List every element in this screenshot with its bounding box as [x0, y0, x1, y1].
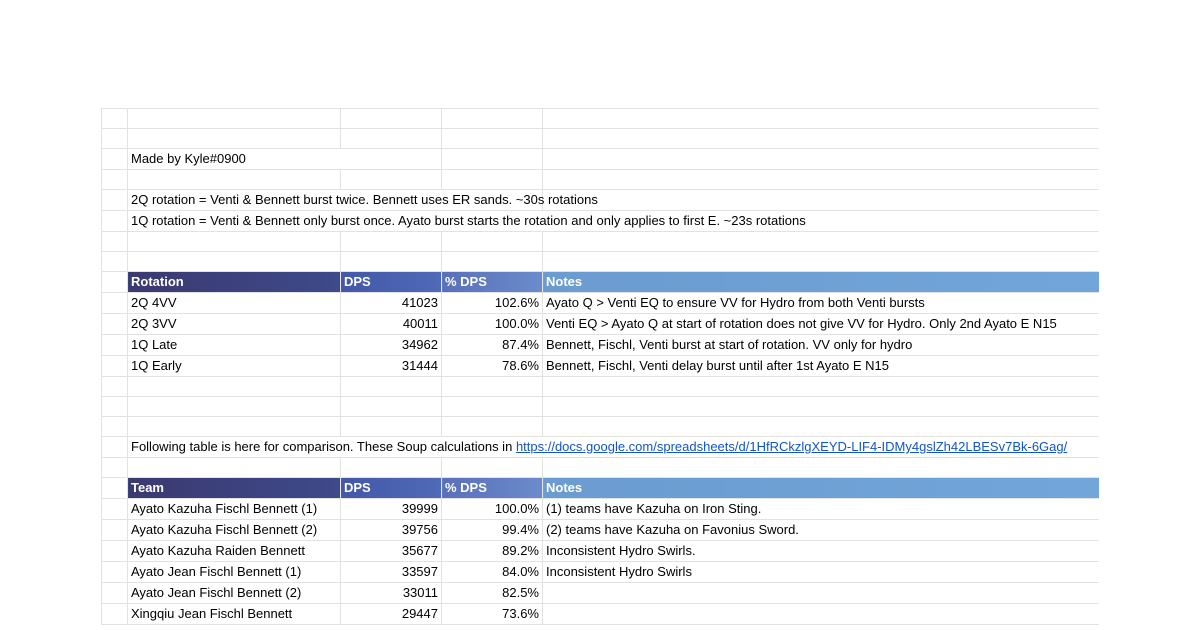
- team-name[interactable]: Xingqiu Jean Fischl Bennett: [128, 604, 341, 625]
- table-row: [102, 520, 1100, 541]
- soup-calculations-link[interactable]: https://docs.google.com/spreadsheets/d/1HfRCkzlgXEYD-LIF4-IDMy4gslZh42LBESv7Bk-6Gag/: [515, 439, 1068, 454]
- dps-value[interactable]: 33011: [341, 583, 442, 604]
- note-value[interactable]: Ayato Q > Venti EQ to ensure VV for Hydro from both Venti bursts: [543, 293, 1100, 314]
- team-name[interactable]: Ayato Kazuha Fischl Bennett (2): [128, 520, 341, 541]
- table-row: [102, 293, 1100, 314]
- pct-dps-value[interactable]: 84.0%: [442, 562, 543, 583]
- empty-row: [102, 109, 1100, 129]
- empty-row: [102, 458, 1100, 478]
- empty-row: [102, 397, 1100, 417]
- pct-dps-value[interactable]: 100.0%: [442, 314, 543, 335]
- dps-value[interactable]: 41023: [341, 293, 442, 314]
- empty-row: [102, 252, 1100, 272]
- empty-row: [102, 377, 1100, 397]
- comparison-text: Following table is here for comparison. These Soup calculations in: [131, 439, 513, 454]
- note-value[interactable]: Bennett, Fischl, Venti burst at start of rotation. VV only for hydro: [543, 335, 1100, 356]
- note-row: [102, 190, 1100, 211]
- dps-value[interactable]: 31444: [341, 356, 442, 377]
- rotation-name[interactable]: 1Q Late: [128, 335, 341, 356]
- table-row: [102, 356, 1100, 377]
- dps-value[interactable]: 39999: [341, 499, 442, 520]
- rotation-name[interactable]: 2Q 4VV: [128, 293, 341, 314]
- table-row: [102, 604, 1100, 625]
- pct-dps-value[interactable]: 102.6%: [442, 293, 543, 314]
- dps-value[interactable]: 39756: [341, 520, 442, 541]
- note-value[interactable]: (2) teams have Kazuha on Favonius Sword.: [543, 520, 1100, 541]
- pct-dps-value[interactable]: 89.2%: [442, 541, 543, 562]
- header-rotation[interactable]: Rotation: [128, 272, 341, 293]
- note-row: [102, 211, 1100, 232]
- team-name[interactable]: Ayato Jean Fischl Bennett (2): [128, 583, 341, 604]
- pct-dps-value[interactable]: 73.6%: [442, 604, 543, 625]
- header-dps[interactable]: DPS: [341, 272, 442, 293]
- pct-dps-value[interactable]: 82.5%: [442, 583, 543, 604]
- team-name[interactable]: Ayato Jean Fischl Bennett (1): [128, 562, 341, 583]
- header-team[interactable]: Team: [128, 478, 341, 499]
- credit-row: [102, 149, 1100, 170]
- credit-cell[interactable]: Made by Kyle#0900: [128, 149, 341, 170]
- note-value[interactable]: Venti EQ > Ayato Q at start of rotation does not give VV for Hydro. Only 2nd Ayato E N15: [543, 314, 1100, 335]
- header-pct-dps[interactable]: % DPS: [442, 478, 543, 499]
- note-value[interactable]: Bennett, Fischl, Venti delay burst until after 1st Ayato E N15: [543, 356, 1100, 377]
- table-row: [102, 335, 1100, 356]
- empty-row: [102, 170, 1100, 190]
- empty-row: [102, 129, 1100, 149]
- note-cell[interactable]: 1Q rotation = Venti & Bennett only burst once. Ayato burst starts the rotation and only applies to first E. ~23s rotations: [128, 211, 341, 232]
- empty-row: [102, 417, 1100, 437]
- note-value[interactable]: [543, 604, 1100, 625]
- dps-value[interactable]: 40011: [341, 314, 442, 335]
- note-value[interactable]: [543, 583, 1100, 604]
- pct-dps-value[interactable]: 87.4%: [442, 335, 543, 356]
- header-notes[interactable]: Notes: [543, 272, 1100, 293]
- pct-dps-value[interactable]: 100.0%: [442, 499, 543, 520]
- table-row: [102, 314, 1100, 335]
- dps-value[interactable]: 33597: [341, 562, 442, 583]
- team-name[interactable]: Ayato Kazuha Raiden Bennett: [128, 541, 341, 562]
- note-value[interactable]: Inconsistent Hydro Swirls.: [543, 541, 1100, 562]
- table-row: [102, 499, 1100, 520]
- table-row: [102, 583, 1100, 604]
- comparison-cell[interactable]: [128, 437, 1068, 458]
- team-table-header: [102, 478, 1100, 499]
- rotation-table-header: [102, 272, 1100, 293]
- team-name[interactable]: Ayato Kazuha Fischl Bennett (1): [128, 499, 341, 520]
- table-row: [102, 562, 1100, 583]
- note-value[interactable]: Inconsistent Hydro Swirls: [543, 562, 1100, 583]
- header-dps[interactable]: DPS: [341, 478, 442, 499]
- note-cell[interactable]: 2Q rotation = Venti & Bennett burst twice. Bennett uses ER sands. ~30s rotations: [128, 190, 341, 211]
- header-notes[interactable]: Notes: [543, 478, 1100, 499]
- dps-value[interactable]: 34962: [341, 335, 442, 356]
- comparison-row: [102, 437, 1100, 458]
- dps-value[interactable]: 35677: [341, 541, 442, 562]
- rotation-name[interactable]: 1Q Early: [128, 356, 341, 377]
- dps-value[interactable]: 29447: [341, 604, 442, 625]
- pct-dps-value[interactable]: 99.4%: [442, 520, 543, 541]
- pct-dps-value[interactable]: 78.6%: [442, 356, 543, 377]
- table-row: [102, 541, 1100, 562]
- empty-row: [102, 232, 1100, 252]
- header-pct-dps[interactable]: % DPS: [442, 272, 543, 293]
- rotation-name[interactable]: 2Q 3VV: [128, 314, 341, 335]
- note-value[interactable]: (1) teams have Kazuha on Iron Sting.: [543, 499, 1100, 520]
- spreadsheet-grid: [101, 108, 1099, 630]
